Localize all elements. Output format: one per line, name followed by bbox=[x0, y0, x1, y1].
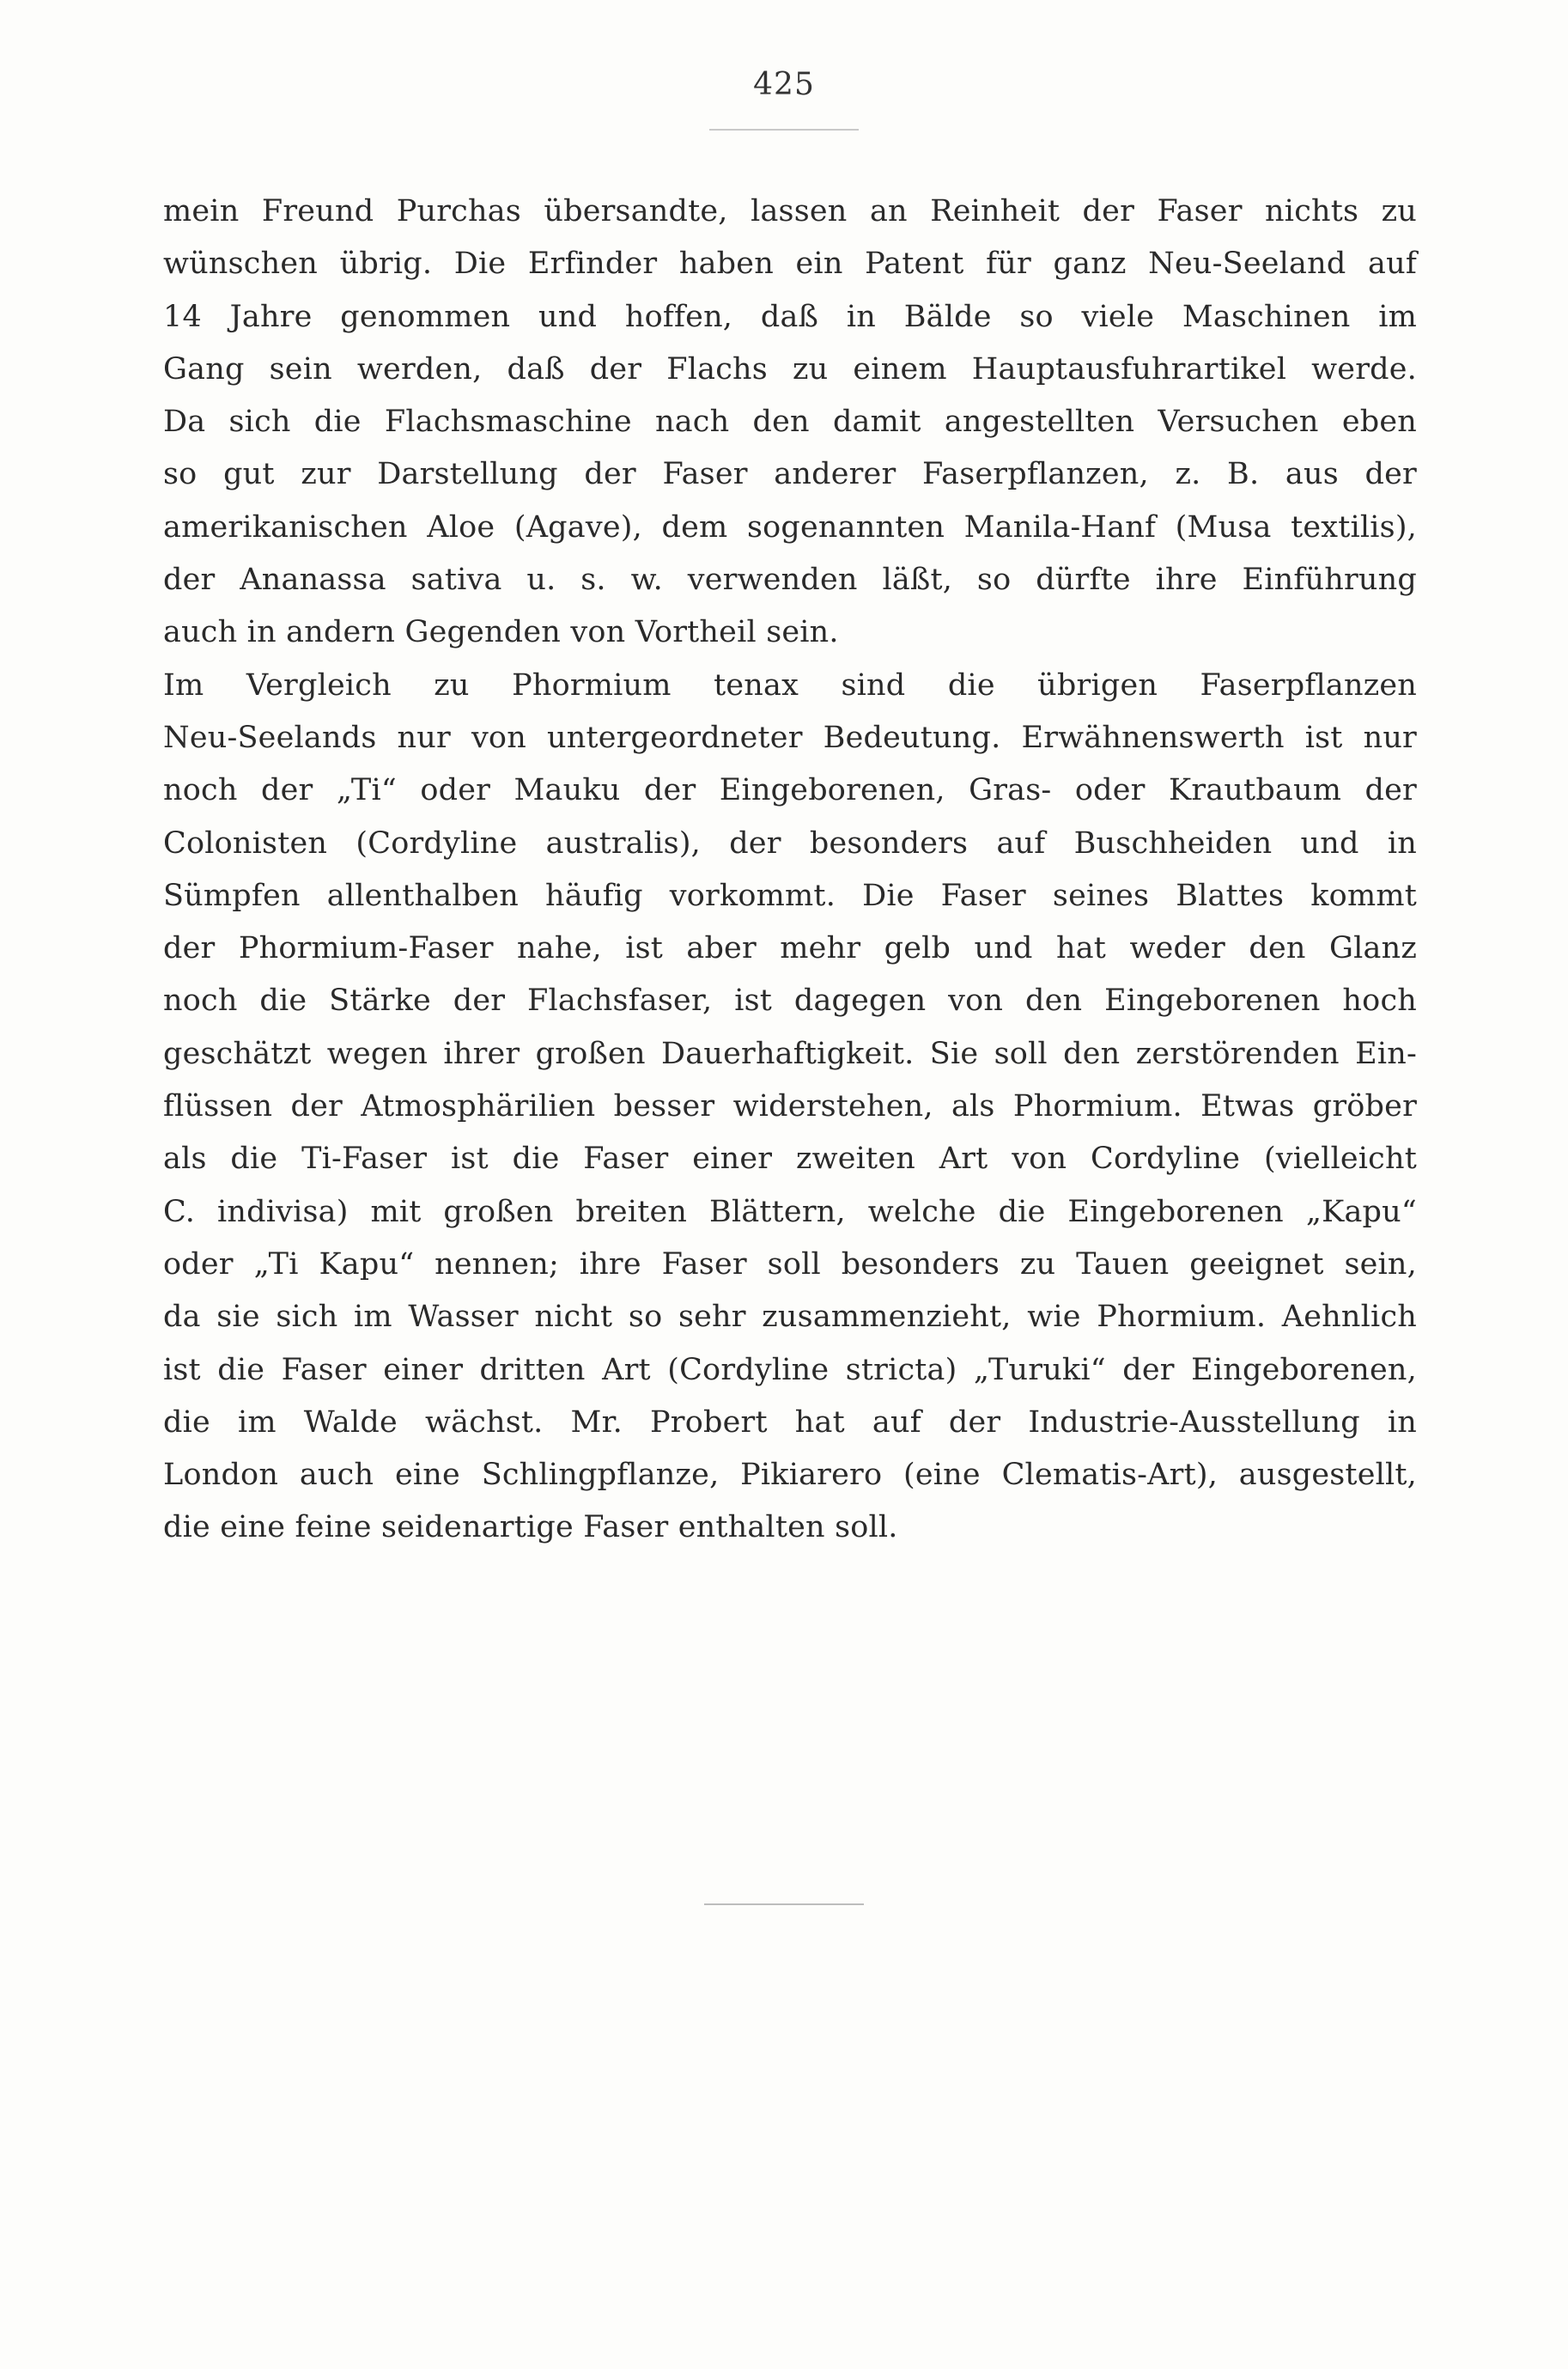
text-line: flüssen der Atmosphärilien besser widerstehen, als Phormium. Etwas gröber bbox=[163, 1089, 1417, 1124]
text-line: Gang sein werden, daß der Flachs zu einem Hauptausfuhrartikel werde. bbox=[163, 351, 1417, 387]
text-line: so gut zur Darstellung der Faser anderer Faserpflanzen, z. B. aus der bbox=[163, 457, 1417, 492]
text-line: 14 Jahre genommen und hoffen, daß in Bälde so viele Maschinen im bbox=[163, 299, 1417, 334]
text-line: mein Freund Purchas übersandte, lassen an Reinheit der Faser nichts zu bbox=[163, 194, 1417, 228]
footer-rule bbox=[704, 1903, 864, 1905]
text-line: oder „Ti Kapu“ nennen; ihre Faser soll besonders zu Tauen geeignet sein, bbox=[163, 1246, 1417, 1282]
text-line: Colonisten (Cordyline australis), der besonders auf Buschheiden und in bbox=[163, 825, 1417, 861]
text-line: noch der „Ti“ oder Mauku der Eingeborenen, Gras- oder Krautbaum der bbox=[163, 773, 1417, 808]
text-line: geschätzt wegen ihrer großen Dauerhaftigkeit. Sie soll den zerstörenden Ein- bbox=[163, 1036, 1417, 1071]
text-line: Da sich die Flachsmaschine nach den damit angestellten Versuchen eben bbox=[163, 405, 1417, 440]
text-line: die im Walde wächst. Mr. Probert hat auf der Industrie-Ausstellung in bbox=[163, 1404, 1417, 1440]
text-line: der Ananassa sativa u. s. w. verwenden läßt, so dürfte ihre Einführung bbox=[163, 563, 1417, 598]
text-line: wünschen übrig. Die Erfinder haben ein Patent für ganz Neu-Seeland auf bbox=[163, 247, 1417, 282]
text-line: Im Vergleich zu Phormium tenax sind die übrigen Faserpflanzen bbox=[163, 667, 1417, 703]
text-line: London auch eine Schlingpflanze, Pikiarero (eine Clematis-Art), ausgestellt, bbox=[163, 1458, 1417, 1493]
text-line: ist die Faser einer dritten Art (Cordyline stricta) „Turuki“ der Eingeborenen, bbox=[163, 1352, 1417, 1387]
header-rule bbox=[709, 129, 859, 131]
text-line: da sie sich im Wasser nicht so sehr zusammenzieht, wie Phormium. Aehnlich bbox=[163, 1300, 1417, 1335]
text-line: Neu-Seelands nur von untergeordneter Bedeutung. Erwähnenswerth ist nur bbox=[163, 720, 1417, 755]
text-line: die eine feine seidenartige Faser enthalten soll. bbox=[163, 1510, 898, 1545]
text-line: noch die Stärke der Flachsfaser, ist dagegen von den Eingeborenen hoch bbox=[163, 984, 1417, 1019]
text-line: amerikanischen Aloe (Agave), dem sogenannten Manila-Hanf (Musa textilis), bbox=[163, 509, 1417, 545]
text-line: auch in andern Gegenden von Vortheil sein. bbox=[163, 615, 839, 650]
body-text bbox=[163, 186, 1417, 1555]
text-line: C. indivisa) mit großen breiten Blättern, welche die Eingeborenen „Kapu“ bbox=[163, 1194, 1417, 1229]
text-line: Sümpfen allenthalben häufig vorkommt. Die Faser seines Blattes kommt bbox=[163, 878, 1417, 913]
text-line: der Phormium-Faser nahe, ist aber mehr gelb und hat weder den Glanz bbox=[163, 931, 1417, 966]
page-number: 425 bbox=[753, 67, 815, 102]
text-line: als die Ti-Faser ist die Faser einer zweiten Art von Cordyline (vielleicht bbox=[163, 1142, 1417, 1177]
